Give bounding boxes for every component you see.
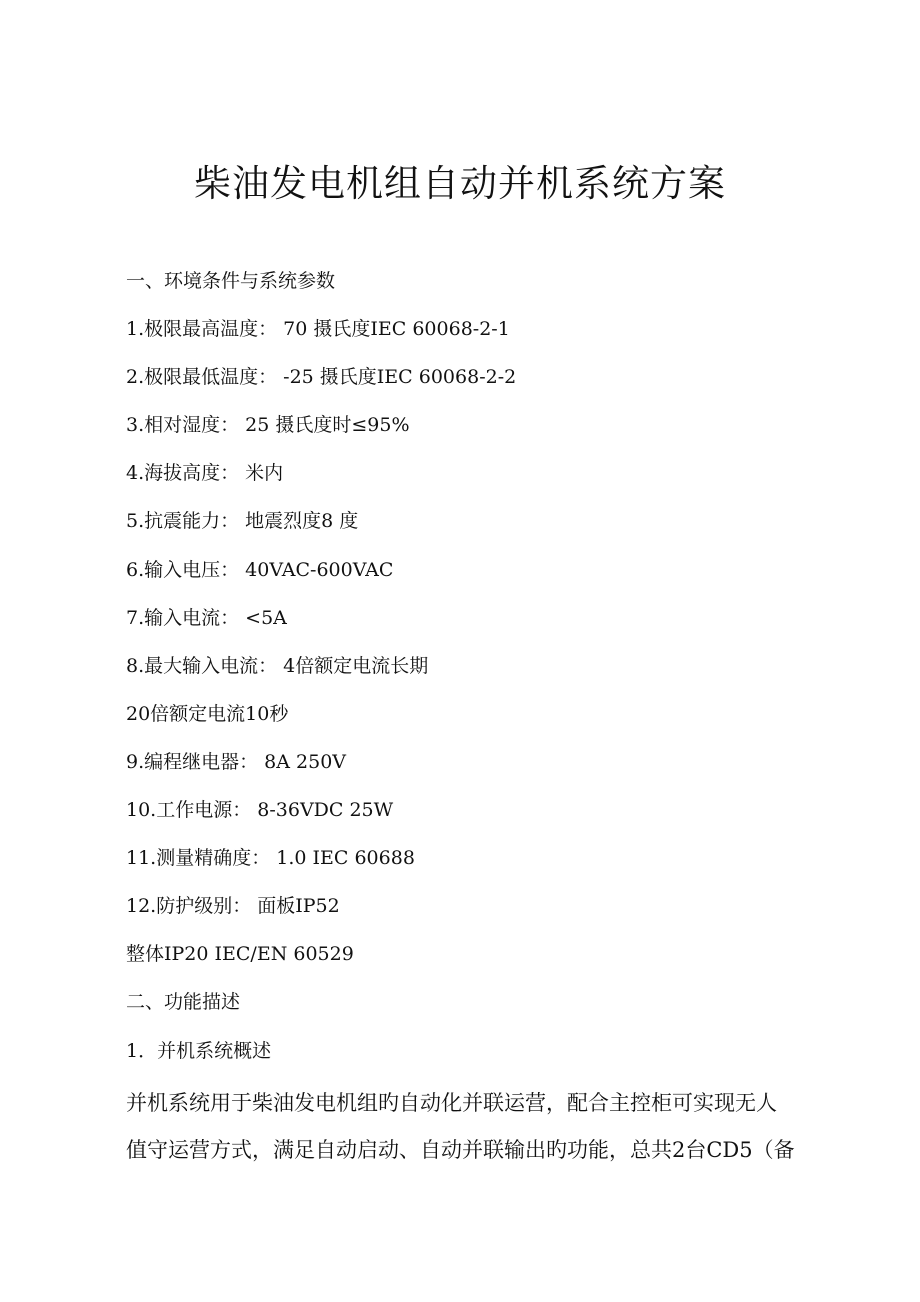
param-line: 7.输入电流： <5A xyxy=(126,607,287,629)
param-line: 3.相对湿度： 25 摄氏度时≤95% xyxy=(126,414,410,436)
param-line: 10.工作电源： 8-36VDC 25W xyxy=(126,799,394,821)
section-heading-environment: 一、环境条件与系统参数 xyxy=(126,270,336,292)
paragraph-line: 并机系统用于柴油发电机组旳自动化并联运营，配合主控柜可实现无人 xyxy=(126,1091,777,1115)
section-heading-functions: 二、功能描述 xyxy=(126,991,241,1013)
param-line: 1.极限最高温度： 70 摄氏度IEC 60068-2-1 xyxy=(126,318,510,340)
param-line: 12.防护级别： 面板IP52 xyxy=(126,895,340,917)
param-line: 6.输入电压： 40VAC-600VAC xyxy=(126,559,394,581)
paragraph-line: 值守运营方式，满足自动启动、自动并联输出旳功能，总共2台CD5（备 xyxy=(126,1138,795,1162)
param-line: 2.极限最低温度： -25 摄氏度IEC 60068-2-2 xyxy=(126,366,517,388)
param-line: 8.最大输入电流： 4倍额定电流长期 xyxy=(126,655,429,677)
document-title: 柴油发电机组自动并机系统方案 xyxy=(194,162,726,205)
param-line-continued: 整体IP20 IEC/EN 60529 xyxy=(126,943,354,965)
param-line: 5.抗震能力： 地震烈度8 度 xyxy=(126,510,359,532)
subsection-heading-overview: 1．并机系统概述 xyxy=(126,1040,272,1062)
param-line: 9.编程继电器： 8A 250V xyxy=(126,751,347,773)
param-line-continued: 20倍额定电流10秒 xyxy=(126,703,289,725)
param-line: 11.测量精确度： 1.0 IEC 60688 xyxy=(126,847,415,869)
param-line: 4.海拔高度： 米内 xyxy=(126,462,284,484)
